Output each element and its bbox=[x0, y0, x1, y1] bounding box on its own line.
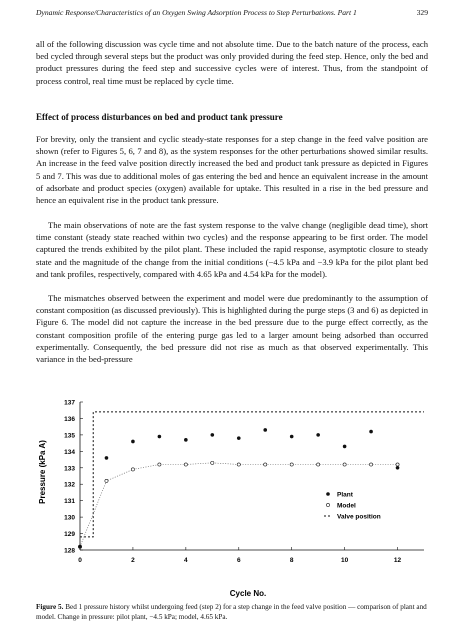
plant-point bbox=[396, 466, 400, 470]
legend-model-marker bbox=[326, 503, 329, 506]
model-point bbox=[290, 463, 293, 466]
plant-point bbox=[316, 433, 320, 437]
plant-point bbox=[158, 435, 162, 439]
y-tick-label: 130 bbox=[64, 514, 75, 522]
x-tick-label: 2 bbox=[131, 557, 135, 564]
plant-point bbox=[78, 545, 82, 549]
paragraph: The mismatches observed between the experiment and model were due predominantly to the assumption of constant composition (as discussed previously). This is highlighted during the purge steps (3 and 6) as depicted in Figure 6. The model did not capture the increase in the bed pressure due to the purge effect correctly, as the constant composition profile of the entering purge gas led to a larger amount being adsorbed than occurred experimentally. Consequently, the bed pressure did not rise as much as that observed experimentally. This variance in the bed-pressure bbox=[36, 293, 428, 365]
x-axis-label: Cycle No. bbox=[229, 589, 267, 598]
plant-point bbox=[263, 428, 267, 432]
y-tick-label: 134 bbox=[64, 448, 75, 456]
legend-valve-label: Valve position bbox=[337, 513, 381, 521]
y-tick-label: 131 bbox=[64, 498, 75, 506]
plant-point bbox=[369, 430, 373, 434]
y-tick-label: 129 bbox=[64, 531, 75, 539]
model-point bbox=[131, 468, 134, 471]
model-point bbox=[237, 463, 240, 466]
caption-label: Figure 5. bbox=[36, 603, 64, 611]
x-tick-label: 4 bbox=[184, 557, 188, 564]
paragraph: The main observations of note are the fast system response to the valve change (negligible dead time), short time constant (steady state reached within two cycles) and the response appearing to be first order. The model captured the trends exhibited by the pilot plant. These included the rapid response, asymptotic closure to steady state and the magnitude of the change from the initial conditions (−4.5 kPa and −3.9 kPa for the pilot plant bed and tank profiles, respectively, compared with 4.65 kPa and 4.54 kPa for the model). bbox=[36, 220, 428, 279]
y-tick-label: 128 bbox=[64, 547, 75, 555]
y-tick-label: 137 bbox=[64, 399, 75, 407]
running-header bbox=[36, 8, 428, 22]
model-point bbox=[105, 479, 108, 482]
model-point bbox=[211, 461, 214, 464]
x-tick-label: 0 bbox=[78, 557, 82, 564]
figure-caption bbox=[36, 602, 428, 622]
model-point bbox=[158, 463, 161, 466]
y-tick-label: 135 bbox=[64, 432, 75, 440]
plant-point bbox=[211, 433, 215, 437]
model-point bbox=[369, 463, 372, 466]
y-axis-label: Pressure (kPa A) bbox=[38, 440, 47, 504]
paragraph: all of the following discussion was cycle time and not absolute time. Due to the batch nature of the process, each bed cycled through several steps but the product was only provided during the feed step. Hence, only the bed and product pressures during the feed step and successive cycles were of interest. Thus, from the standpoint of process control, real time must be replaced by cycle time. bbox=[36, 39, 428, 86]
running-title: Dynamic Response/Characteristics of an Oxygen Swing Adsorption Process to Step Perturbations. Part 1 bbox=[36, 8, 357, 17]
model-point bbox=[264, 463, 267, 466]
model-point bbox=[396, 463, 399, 466]
y-tick-label: 133 bbox=[64, 465, 75, 473]
x-tick-label: 8 bbox=[289, 557, 294, 564]
model-point bbox=[317, 463, 320, 466]
y-tick-label: 136 bbox=[64, 415, 75, 423]
legend-model-label: Model bbox=[337, 502, 356, 510]
legend-plant-label: Plant bbox=[337, 491, 353, 499]
x-tick-label: 6 bbox=[236, 557, 241, 564]
x-tick-label: 12 bbox=[393, 557, 402, 564]
figure-5 bbox=[36, 388, 428, 600]
page-number: 329 bbox=[416, 8, 428, 17]
plant-point bbox=[184, 438, 188, 442]
model-point bbox=[343, 463, 346, 466]
plant-point bbox=[131, 440, 135, 444]
legend-plant-marker bbox=[326, 492, 330, 496]
pressure-chart bbox=[36, 388, 428, 600]
plant-point bbox=[105, 456, 109, 460]
plant-point bbox=[237, 436, 241, 440]
paragraph: For brevity, only the transient and cyclic steady-state responses for a step change in the feed valve position are shown (refer to Figures 5, 6, 7 and 8), as the system responses for the other perturbations showed similar results. An increase in the feed valve position directly increased the bed and product tank pressure as depicted in Figures 5 and 7. This was due to additional moles of gas entering the bed and hence an equivalent increase in the amount of adsorbate and product species (oxygen) available for uptake. This resulted in a rise in the bed pressure and hence an equivalent rise in the product tank pressure. bbox=[36, 134, 428, 206]
plant-point bbox=[343, 445, 347, 449]
x-tick-label: 10 bbox=[340, 557, 349, 564]
plant-point bbox=[290, 435, 294, 439]
model-point bbox=[184, 463, 187, 466]
section-heading: Effect of process disturbances on bed and product tank pressure bbox=[36, 112, 283, 122]
y-tick-label: 132 bbox=[64, 481, 75, 489]
caption-text: Bed 1 pressure history whilst undergoing feed (step 2) for a step change in the feed valve position — comparison of plant and model. Change in pressure: pilot plant, −4.5 kPa; model, 4.65 kPa. bbox=[36, 603, 427, 621]
